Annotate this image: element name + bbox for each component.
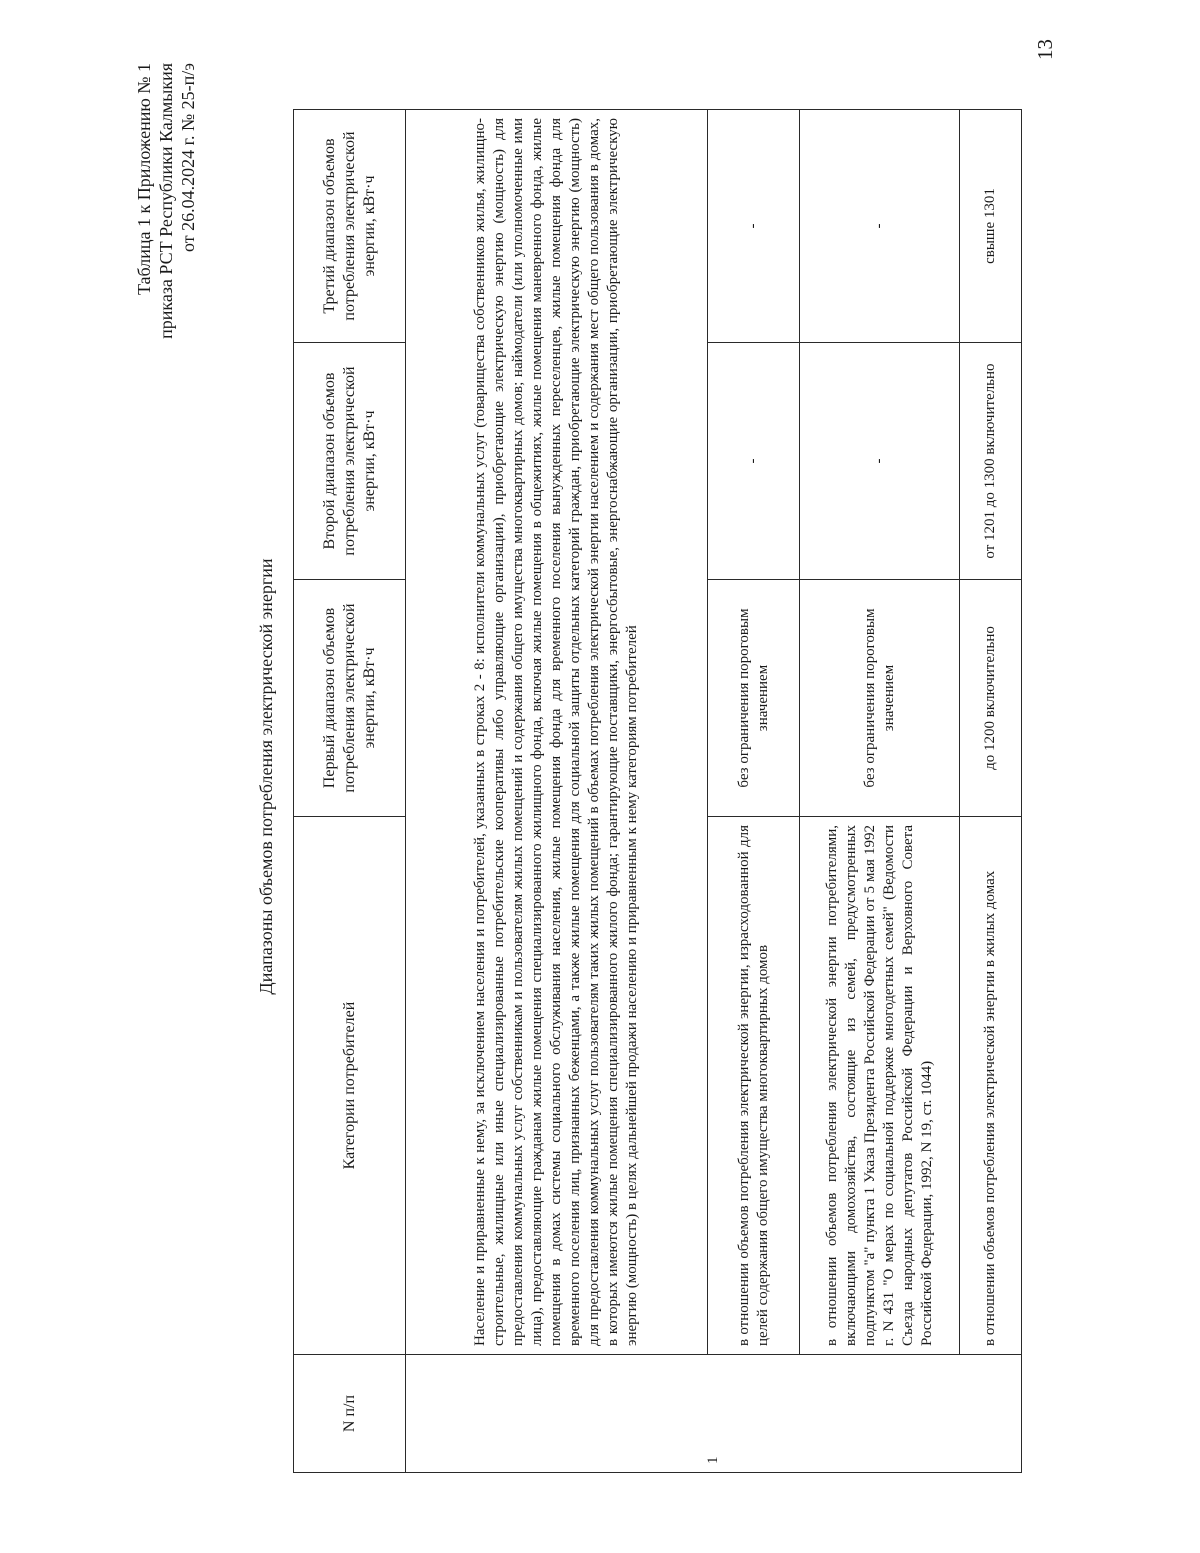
row2-range2: - [708, 343, 800, 580]
table-row [406, 110, 708, 1473]
page-number: 13 [1033, 39, 1057, 60]
header-range2: Второй диапазон объемов потребления электрической энергии, кВт·ч [294, 343, 406, 580]
row4-range2: от 1201 до 1300 включительно [960, 343, 1022, 580]
row3-range3: - [800, 110, 960, 343]
header-row [294, 110, 406, 1473]
header-note-line3: от 26.04.2024 г. № 25-п/э [178, 63, 198, 253]
row-number: 1 [406, 1355, 1022, 1473]
row3-range1: без ограничения пороговым значением [800, 580, 960, 817]
row4-range3: свыше 1301 [960, 110, 1022, 343]
row3-range2: - [800, 343, 960, 580]
header-range1: Первый диапазон объемов потребления электрической энергии, кВт·ч [294, 580, 406, 817]
row4-category: в отношении объемов потребления электрической энергии в жилых домах [960, 817, 1022, 1355]
row3-category: в отношении объемов потребления электрической энергии потребителями, включающими домохозяйства, состоящие из семей, предусмотренных подпунктом "а" пункта 1 Указа Президента Российской Федерации от 5 мая 1992 г. N 431 "О мерах по социальной поддержке многодетных семей" (Ведомости Съезда народных депутатов Российской Федерации и Верховного Совета Российской Федерации, 1992, N 19, ст. 1044) [800, 817, 960, 1355]
ranges-table [293, 109, 1022, 1473]
header-note-line2: приказа РСТ Республики Калмыкия [156, 63, 176, 339]
header-category: Категории потребителей [294, 817, 406, 1355]
row1-category: Население и приравненные к нему, за исключением населения и потребителей, указанных в строках 2 - 8: исполнители коммунальных услуг (товарищества собственников жилья, жилищно-строительные, жилищные или иные специализированные потребительские кооперативы либо управляющие организации), приобретающие электрическую энергию (мощность) для предоставления коммунальных услуг собственникам и пользователям жилых помещений и содержания общего имущества многоквартирных домов; наймодатели (или уполномоченные ими лица), предоставляющие гражданам жилые помещения специализированного жилищного фонда, включая жилые помещения в общежитиях, жилые помещения маневренного фонда, жилые помещения в домах системы социального обслуживания населения, жилые помещения фонда для временного поселения вынужденных переселенцев, жилые помещения фонда для временного поселения лиц, признанных беженцами, а также жилые помещения для социальной защиты отдельных категорий граждан, приобретающие электрическую энергию (мощность) для предоставления коммунальных услуг пользователям таких жилых помещений в объемах потребления электрической энергии населением и содержания мест общего пользования в домах, в которых имеются жилые помещения специализированного жилого фонда; гарантирующие поставщики, энергосбытовые, энергоснабжающие организации, приобретающие электрическую энергию (мощность) в целях дальнейшей продажи населению и приравненным к нему категориям потребителей [406, 110, 708, 1355]
header-note [133, 63, 199, 443]
row2-range1: без ограничения пороговым значением [708, 580, 800, 817]
row4-range1: до 1200 включительно [960, 580, 1022, 817]
table-row [708, 110, 800, 1473]
header-note-line1: Таблица 1 к Приложению № 1 [134, 63, 154, 295]
header-num: N п/п [294, 1355, 406, 1473]
header-range3: Третий диапазон объемов потребления электрической энергии, кВт·ч [294, 110, 406, 343]
table-title: Диапазоны объемов потребления электрической энергии [256, 558, 276, 995]
row2-range3: - [708, 110, 800, 343]
table-row [960, 110, 1022, 1473]
row2-category: в отношении объемов потребления электрической энергии, израсходованной для целей содержания общего имущества многоквартирных домов [708, 817, 800, 1355]
table-row [800, 110, 960, 1473]
